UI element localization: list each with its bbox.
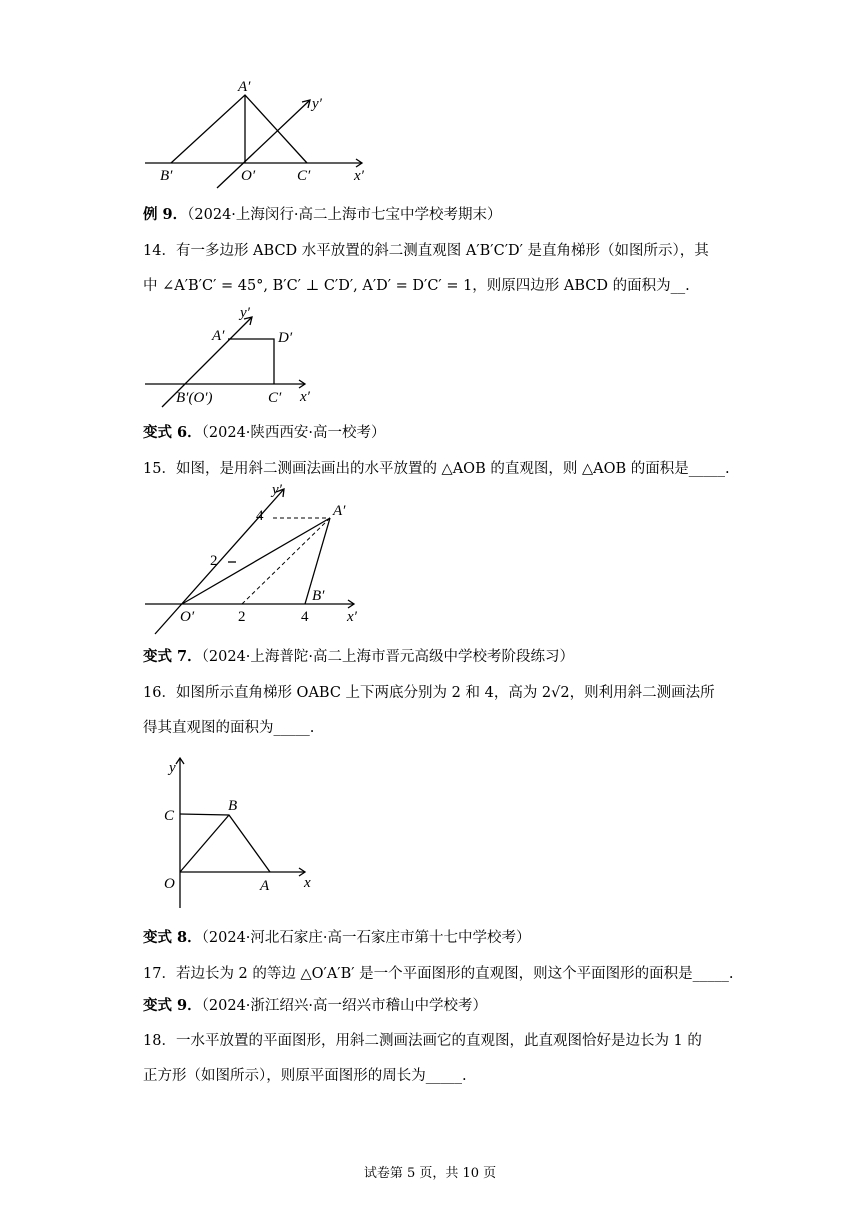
label-four-x: 4	[301, 609, 309, 625]
label-x: x′	[347, 609, 357, 625]
figure-trapezoid-axes	[140, 302, 340, 410]
label-o: O′	[241, 168, 256, 184]
question-18-line-1: 18．一水平放置的平面图形，用斜二测画法画它的直观图，此直观图恰好是边长为 1 的	[143, 1033, 702, 1049]
question-16-line-2: 得其直观图的面积为_____.	[143, 720, 315, 736]
page-footer: 试卷第 5 页，共 10 页	[363, 1166, 497, 1181]
question-17-line-1: 17．若边长为 2 的等边 △O′A′B′ 是一个平面图形的直观图，则这个平面图形的面积是_____.	[143, 966, 734, 982]
question-18-line-2: 正方形（如图所示），则原平面图形的周长为_____.	[143, 1068, 467, 1084]
question-15-line-1: 15．如图，是用斜二测画法画出的水平放置的 △AOB 的直观图，则 △AOB 的面积是_____.	[143, 461, 730, 477]
trapezoid	[180, 814, 270, 872]
label-o: O′	[180, 609, 195, 625]
label-a: A	[260, 878, 270, 894]
figure-trapezoid-oabc	[140, 750, 330, 912]
variant-label: 变式 7．	[143, 648, 202, 665]
variant-source: （2024·河北石家庄·高一石家庄市第十七中学校考）	[201, 930, 531, 946]
label-c: C	[164, 808, 175, 824]
label-four-y: 4	[256, 508, 264, 524]
variant-label: 变式 9．	[143, 997, 202, 1014]
variant-source: （2024·上海普陀·高二上海市晋元高级中学校考阶段练习）	[201, 649, 575, 665]
variant-label: 变式 6．	[143, 424, 202, 441]
label-c: C′	[268, 390, 282, 406]
variant-source: （2024·陕西西安·高一校考）	[201, 425, 386, 441]
label-two-x: 2	[238, 609, 246, 625]
variant-label: 变式 8．	[143, 929, 202, 946]
label-b: B	[228, 798, 238, 814]
trapezoid	[228, 339, 274, 384]
variant-6-header	[143, 423, 386, 443]
label-two-y: 2	[210, 553, 218, 569]
label-a: A′	[212, 328, 225, 344]
variant-source: （2024·浙江绍兴·高一绍兴市稽山中学校考）	[201, 998, 488, 1014]
label-y: y′	[240, 305, 250, 321]
variant-8-header	[143, 928, 531, 948]
y-axis	[155, 489, 284, 634]
label-d: D′	[278, 330, 293, 346]
diagonal-ob	[180, 815, 229, 872]
example-source: （2024·上海闵行·高二上海市七宝中学校考期末）	[187, 207, 502, 223]
label-o: O	[164, 876, 175, 892]
figure-triangle-aob	[140, 480, 370, 638]
label-x: x′	[354, 168, 364, 184]
example-9-header	[143, 205, 502, 225]
label-y: y	[169, 760, 176, 776]
label-c: C′	[297, 168, 311, 184]
question-16-line-1: 16．如图所示直角梯形 OABC 上下两底分别为 2 和 4，高为 2√2，则利用斜二测画法所	[143, 685, 715, 701]
label-a: A′	[333, 503, 346, 519]
question-14-line-1: 14．有一多边形 ABCD 水平放置的斜二测直观图 A′B′C′D′ 是直角梯形（如图所示），其	[143, 243, 709, 259]
label-bo: B′(O′)	[176, 390, 213, 406]
variant-9-header	[143, 996, 487, 1016]
label-b: B′	[160, 168, 173, 184]
label-a: A′	[238, 79, 251, 95]
example-label: 例 9．	[143, 206, 188, 223]
side-oa	[182, 518, 330, 604]
figure-triangle-axes	[140, 78, 380, 190]
label-y: y′	[272, 482, 282, 498]
label-b: B′	[312, 588, 325, 604]
variant-7-header	[143, 647, 574, 667]
label-x: x′	[300, 389, 310, 405]
label-x: x	[304, 875, 311, 891]
label-y: y′	[312, 96, 322, 112]
question-14-line-2: 中 ∠A′B′C′ = 45°, B′C′ ⊥ C′D′, A′D′ = D′C′ = 1，则原四边形 ABCD 的面积为__.	[143, 278, 690, 294]
triangle	[171, 95, 307, 163]
